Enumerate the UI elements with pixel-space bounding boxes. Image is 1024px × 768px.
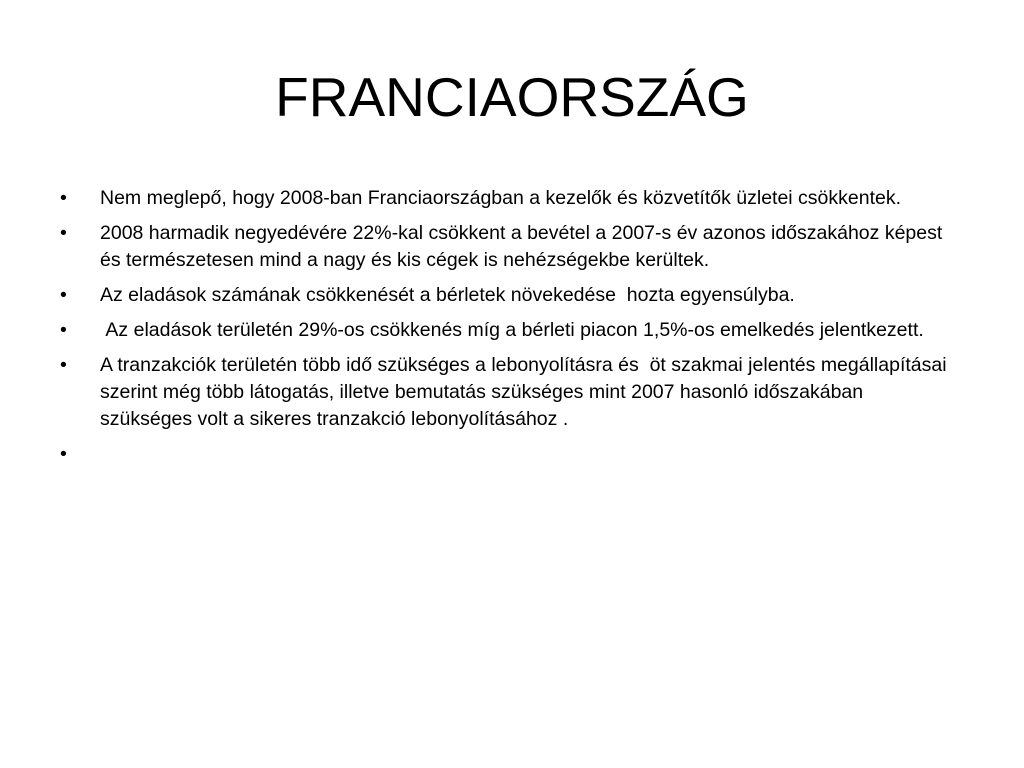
bullet-item <box>60 185 960 212</box>
bullet-text: Nem meglepő, hogy 2008-ban Franciaországban a kezelők és közvetítők üzletei csökkentek. <box>100 187 902 209</box>
bullet-icon: • <box>60 319 67 341</box>
bullet-icon: • <box>60 354 67 376</box>
bullet-item <box>60 352 960 433</box>
bullet-list <box>60 185 960 465</box>
bullet-text: 2008 harmadik negyedévére 22%-kal csökkent a bevétel a 2007-s év azonos időszakához képest és természetesen mind a nagy és kis cégek is nehézségekbe kerültek. <box>100 222 948 271</box>
bullet-icon: • <box>60 443 67 465</box>
bullet-item <box>60 282 960 309</box>
bullet-text: Az eladások területén 29%-os csökkenés míg a bérleti piacon 1,5%-os emelkedés jelentkezett. <box>100 319 924 341</box>
bullet-item <box>60 220 960 274</box>
bullet-item <box>60 317 960 344</box>
bullet-icon: • <box>60 187 67 209</box>
bullet-icon: • <box>60 222 67 244</box>
bullet-icon: • <box>60 284 67 306</box>
bullet-text: A tranzakciók területén több idő szükséges a lebonyolításra és öt szakmai jelentés megállapításai szerint még több látogatás, illetve bemutatás szükséges mint 2007 hasonló időszakában szükséges volt a sikeres tranzakció lebonyolításához . <box>100 354 952 430</box>
slide-title: FRANCIAORSZÁG <box>275 66 749 128</box>
bullet-text: Az eladások számának csökkenését a bérletek növekedése hozta egyensúlyba. <box>100 284 795 306</box>
